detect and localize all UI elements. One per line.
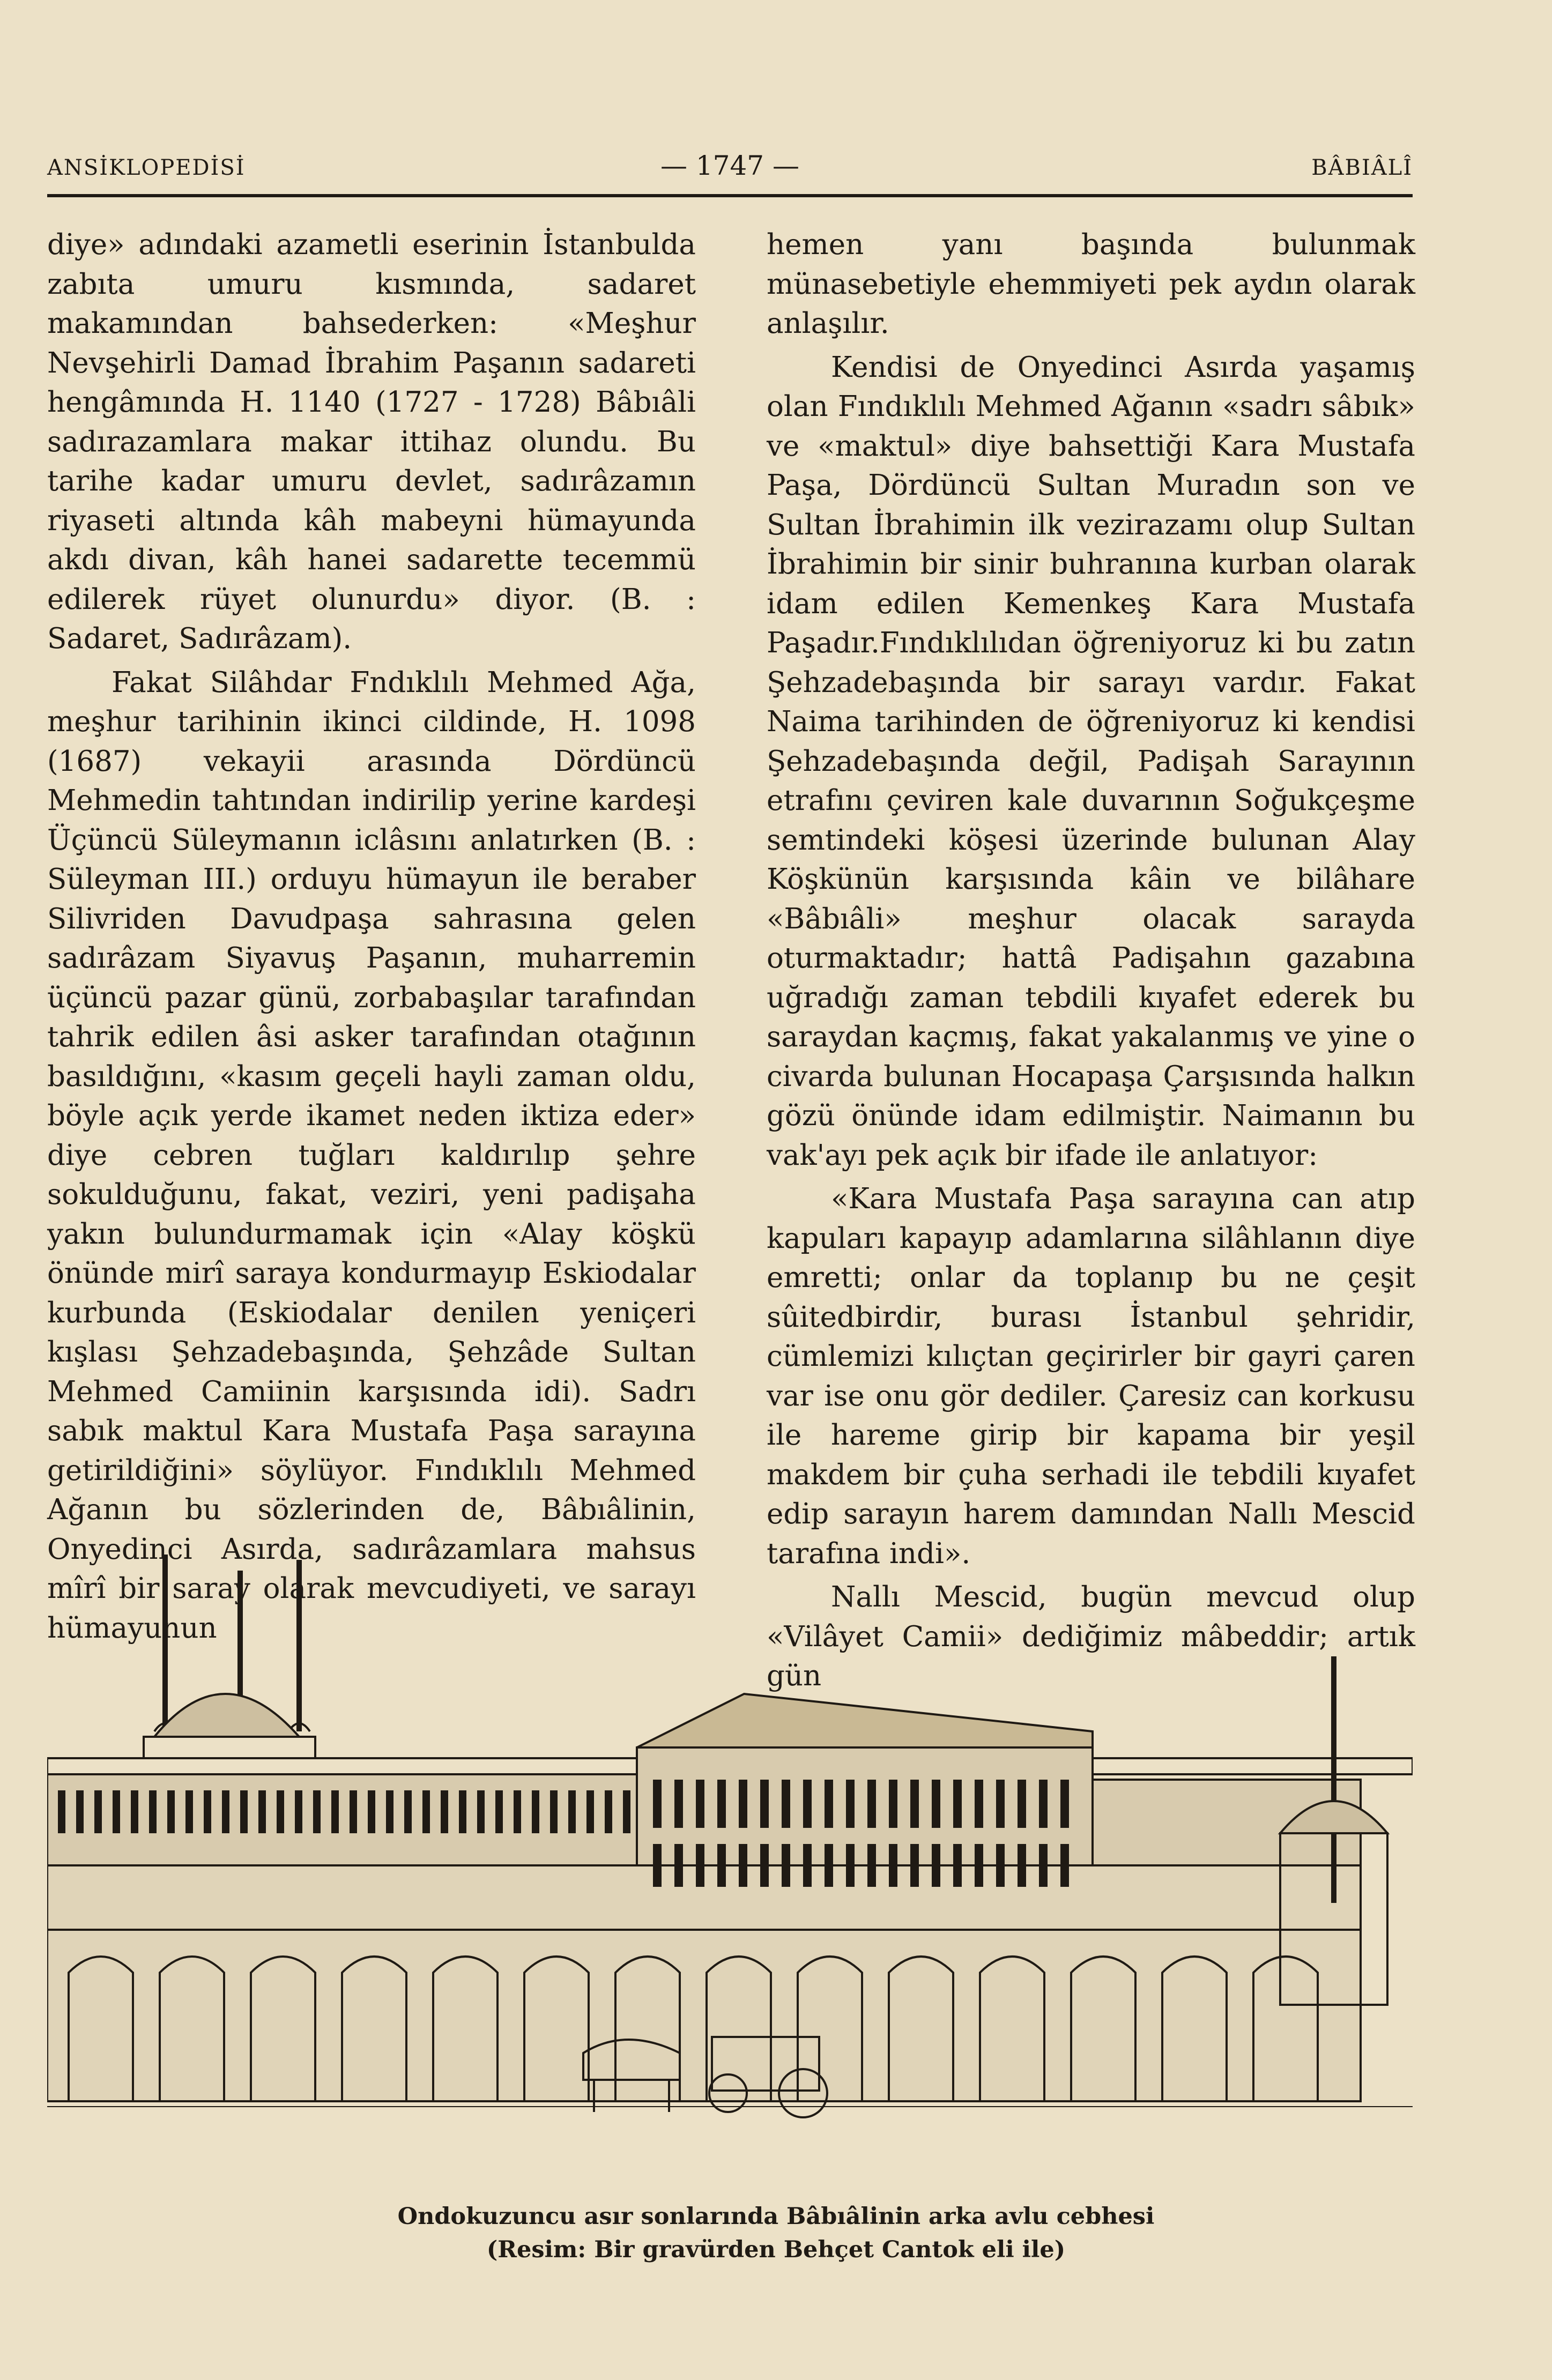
paragraph: Fakat Silâhdar Fndıklılı Mehmed Ağa, meşhur tarihinin ikinci cildinde, H. 1098 (1687) vekayii arasında Dördüncü Mehmedin tahtından indirilip yerine kardeşi Üçüncü Süleymanın iclâsını anlatırken (B. : Süleyman III.) orduyu hümayun ile beraber Silivriden Davudpaşa sahrasına gelen sadırâzam Siyavuş Paşanın, muharremin üçüncü pazar günü, zorbabaşılar tarafından tahrik edilen âsi asker tarafından otağının basıldığını, «kasım geçeli hayli zaman oldu, böyle açık yerde ikamet neden iktiza eder» diye cebren tuğları kaldırılıp şehre sokulduğunu, fakat, veziri, yeni padişaha yakın bulundurmamak için «Alay köşkü önünde mirî saraya kondurmayıp Eskiodalar kurbunda (Eskiodalar denilen yeniçeri kışlası Şehzadebaşında, Şehzâde Sultan Mehmed Camiinin karşısında idi). Sadrı sabık maktul Kara Mustafa Paşa sarayına getirildiğini» söylüyor. Fındıklılı Mehmed Ağanın bu sözlerinden de, Bâbıâlinin, Onyedinci Asırda, sadırâzamlara mahsus mîrî bir saray olarak mevcudiyeti, ve sarayı hümayunun: [47, 666, 696, 1645]
right-column: [767, 225, 1415, 1696]
header-rule: [47, 194, 1413, 197]
paragraph: Nallı Mescid, bugün mevcud olup «Vilâyet Camii» dediğimiz mâbeddir; artık gün: [767, 1581, 1415, 1692]
running-head-right: BÂBIÂLÎ: [1311, 155, 1413, 180]
left-column: [47, 225, 696, 1648]
paragraph: hemen yanı başında bulunmak münasebetiyle ehemmiyeti pek aydın olarak anlaşılır.: [767, 228, 1415, 340]
page-number: — 1747 —: [660, 150, 800, 181]
paragraph: diye» adındaki azametli eserinin İstanbulda zabıta umuru kısmında, sadaret makamından bahsederken: «Meşhur Nevşehirli Damad İbrahim Paşanın sadareti hengâmında H. 1140 (1727 - 1728) Bâbıâli sadırazamlara makar ittihaz olundu. Bu tarihe kadar umuru devlet, sadırâzamın riyaseti altında kâh mabeyni hümayunda akdı divan, kâh hanei sadarette tecemmü edilerek rüyet olunurdu» diyor. (B. : Sadaret, Sadırâzam).: [47, 228, 696, 655]
figure-caption: Ondokuzuncu asır sonlarında Bâbıâlinin arka avlu cebhesi: [397, 2203, 1155, 2230]
paragraph: Kendisi de Onyedinci Asırda yaşamış olan Fındıklılı Mehmed Ağanın «sadrı sâbık» ve «maktul» diye bahsettiği Kara Mustafa Paşa, Dördüncü Sultan Muradın son ve Sultan İbrahimin ilk vezirazamı olup Sultan İbrahimin bir sinir buhranına kurban olarak idam edilen Kemenkeş Kara Mustafa Paşadır.Fındıklılıdan öğreniyoruz ki bu zatın Şehzadebaşında bir sarayı vardır. Fakat Naima tarihinden de öğreniyoruz ki kendisi Şehzadebaşında değil, Padişah Sarayının etrafını çeviren kale duvarının Soğukçeşme semtindeki köşesi üzerinde bulunan Alay Köşkünün karşısında kâin ve bilâhare «Bâbıâli» meşhur olacak sarayda oturmaktadır; hattâ Padişahın gazabına uğradığı zaman tebdili kıyafet ederek bu saraydan kaçmış, fakat yakalanmış ve yine o civarda bulunan Hocapaşa Çarşısında halkın gözü önünde idam edilmiştir. Naimanın bu vak'ayı pek açık bir ifade ile anlatıyor:: [767, 351, 1415, 1172]
running-head-left: ANSİKLOPEDİSİ: [47, 155, 246, 180]
engraving-illustration: [47, 1555, 1413, 2187]
figure-credit: (Resim: Bir gravürden Behçet Cantok eli ile): [486, 2236, 1066, 2263]
paragraph: «Kara Mustafa Paşa sarayına can atıp kapuları kapayıp adamlarına silâhlanın diye emretti; onlar da toplanıp bu ne çeşit sûitedbirdir, burası İstanbul şehridir, cümlemizi kılıçtan geçirirler bir gayri çaren var ise onu gör dediler. Çaresiz can korkusu ile hareme girip bir kapama bir yeşil makdem bir çuha serhadi ile tebdili kıyafet edip sarayın harem damından Nallı Mescid tarafına indi».: [767, 1182, 1415, 1570]
page-header: [47, 150, 1413, 188]
